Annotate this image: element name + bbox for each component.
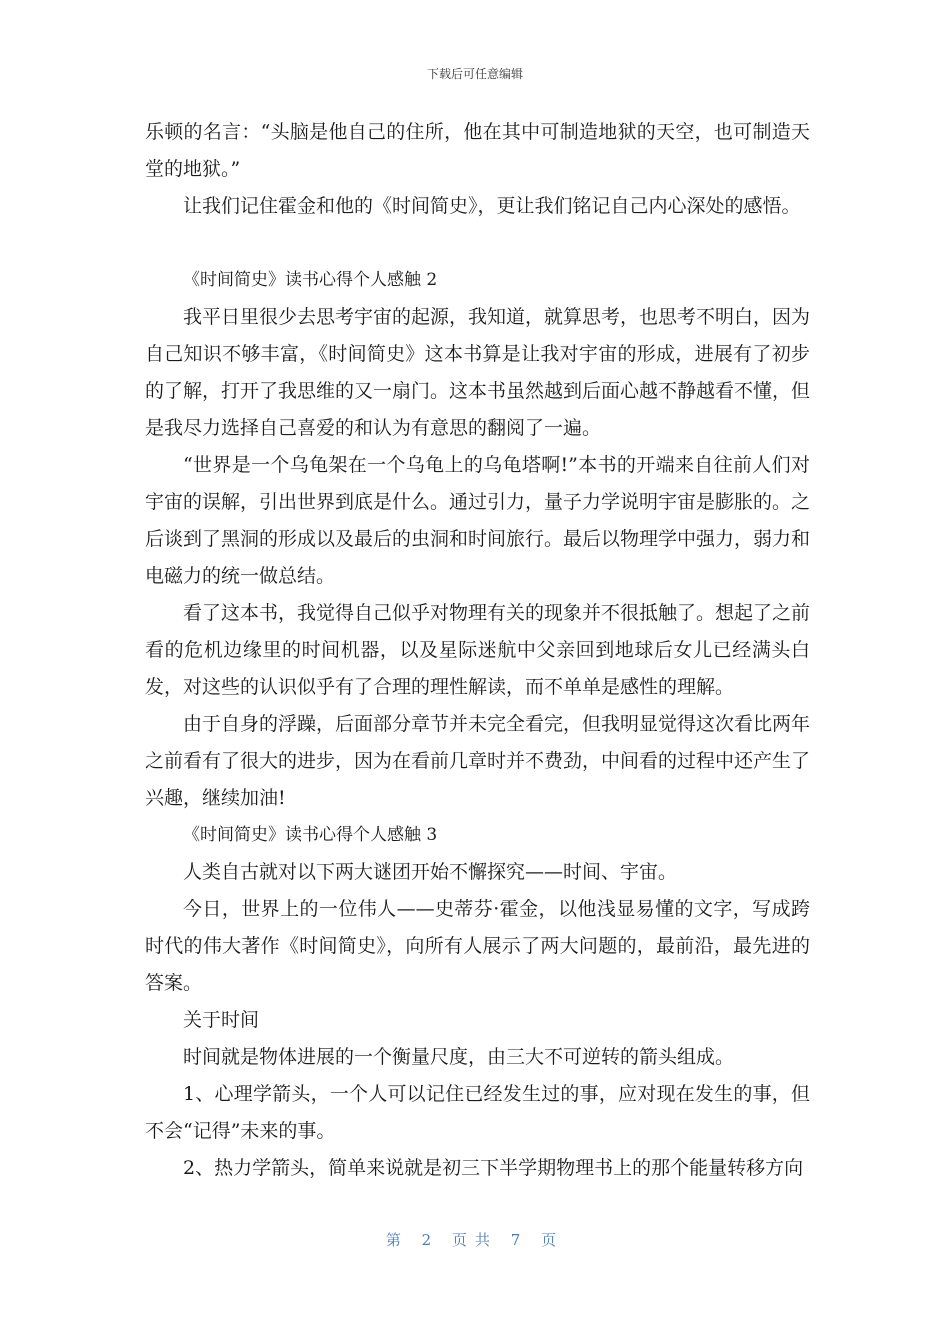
paragraph-remember: 让我们记住霍金和他的《时间简史》，更让我们铭记自己内心深处的感悟。 [183,195,801,217]
paragraph-quote: 乐顿的名言：“头脑是他自己的住所，他在其中可制造地狱的天空，也可制造天堂的地狱。” [145,121,810,180]
document-body [145,114,810,1187]
paragraph: 我平日里很少去思考宇宙的起源，我知道，就算思考，也思考不明白，因为自己知识不够丰富，《时间简史》这本书算是让我对宇宙的形成，进展有了初步的了解，打开了我思维的又一扇门。这本书虽然越到后面心越不静越看不懂，但是我尽力选择自己喜爱的和认为有意思的翻阅了一遍。 [145,306,811,439]
page-footer: 第 2 页共 7 页 [385,1231,565,1249]
section-heading-3: 《时间简史》读书心得个人感触 3 [183,825,438,845]
paragraph: 人类自古就对以下两大谜团开始不懈探究——时间、宇宙。 [183,861,678,883]
paragraph: “世界是一个乌龟架在一个乌龟上的乌龟塔啊!”本书的开端来自往前人们对宇宙的误解，引出世界到底是什么。通过引力，量子力学说明宇宙是膨胀的。之后谈到了黑洞的形成以及最后的虫洞和时间旅行。最后以物理学中强力，弱力和电磁力的统一做总结。 [145,454,811,587]
paragraph: 时间就是物体进展的一个衡量尺度，由三大不可逆转的箭头组成。 [183,1046,735,1068]
section-heading-2: 《时间简史》读书心得个人感触 2 [183,270,438,290]
paragraph: 看了这本书，我觉得自己似乎对物理有关的现象并不很抵触了。想起了之前看的危机边缘里的时间机器，以及星际迷航中父亲回到地球后女儿已经满头白发，对这些的认识似乎有了合理的理性解读，而不单单是感性的理解。 [145,602,811,698]
paragraph: 今日，世界上的一位伟人——史蒂芬·霍金，以他浅显易懂的文字，写成跨时代的伟大著作《时间简史》，向所有人展示了两大问题的，最前沿，最先进的答案。 [145,898,810,994]
list-item: 2、热力学箭头，简单来说就是初三下半学期物理书上的那个能量转移方向 [183,1157,804,1179]
subheading-time: 关于时间 [183,1009,260,1031]
page-header: 下载后可任意编辑 [426,67,523,81]
paragraph: 由于自身的浮躁，后面部分章节并未完全看完，但我明显觉得这次看比两年之前看有了很大的进步，因为在看前几章时并不费劲，中间看的过程中还产生了兴趣，继续加油! [145,713,811,809]
list-item: 1、心理学箭头，一个人可以记住已经发生过的事，应对现在发生的事，但不会“记得”未来的事。 [145,1083,810,1142]
